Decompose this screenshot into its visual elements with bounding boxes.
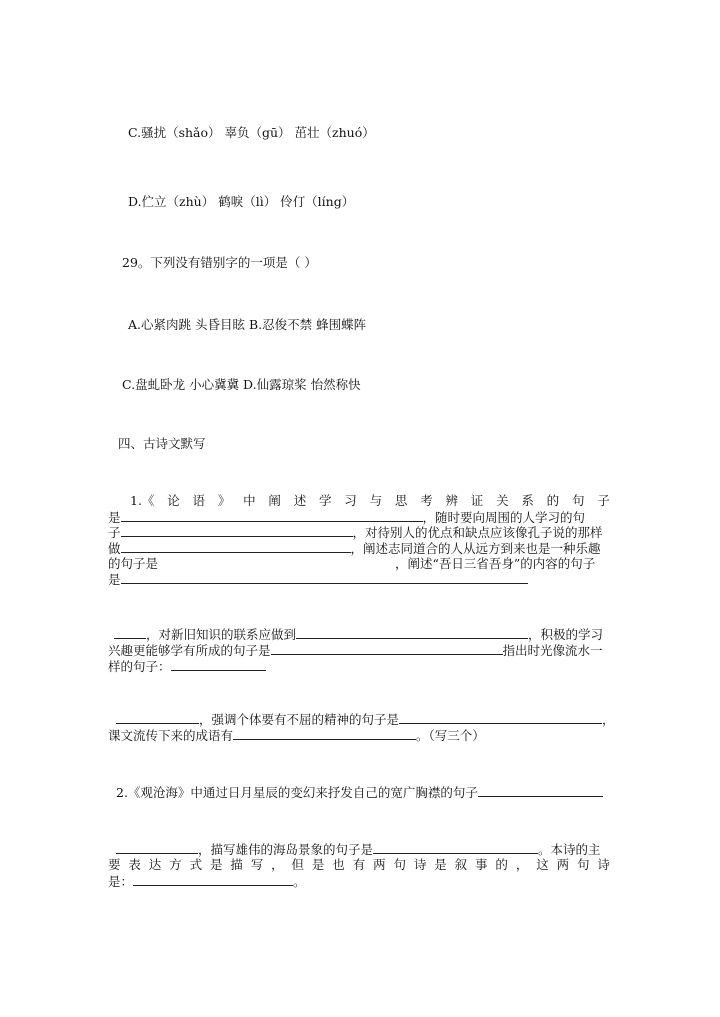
text: ，对待别人的优点和缺点应该像孔子说的那样: [352, 525, 603, 540]
answer-blank[interactable]: [116, 711, 199, 724]
text: 做: [108, 541, 121, 556]
answer-blank[interactable]: [373, 841, 538, 854]
text: 是: [108, 572, 121, 587]
text: ，阐述“吾日三省吾身”的内容的句子: [395, 556, 596, 571]
char: 这: [536, 857, 549, 872]
text: 子: [108, 525, 121, 540]
question-29-options-cd: C.盘虬卧龙 小心冀冀 D.仙露琼桨 怡然称快: [122, 377, 361, 392]
item2-line3: [108, 857, 610, 873]
question-29-stem: 29。下列没有错别字的一项是（ ）: [122, 255, 317, 270]
char: 语: [192, 493, 206, 508]
option-c-28: C.骚扰（shǎo） 辜负（gū） 茁壮（zhuó）: [128, 125, 375, 140]
item1-line10: [116, 711, 615, 728]
answer-blank[interactable]: [121, 524, 353, 537]
item1-line5: [108, 556, 595, 572]
char: 论: [167, 493, 180, 508]
item1-line11: [108, 727, 485, 744]
char: 辨: [445, 493, 458, 508]
text: ，: [602, 712, 615, 727]
text: 是: [108, 510, 121, 525]
item1-line7: [114, 626, 603, 643]
char: 有: [352, 857, 366, 872]
answer-blank[interactable]: [121, 540, 351, 553]
char: 描: [230, 857, 243, 872]
answer-blank[interactable]: [233, 727, 416, 740]
char: 句: [393, 857, 406, 872]
char: 表: [128, 857, 141, 872]
answer-blank[interactable]: [296, 626, 528, 639]
text: 。: [293, 874, 306, 889]
char: 》: [217, 493, 231, 508]
text: 2.《观沧海》中通过日月星辰的变幻来抒发自己的宽广胸襟的句子: [116, 785, 478, 800]
item1-line8: [108, 642, 603, 659]
char: 两: [373, 857, 386, 872]
item1-line3: [108, 524, 603, 541]
char: 也: [332, 857, 345, 872]
char: ，: [515, 857, 529, 872]
answer-blank[interactable]: [399, 711, 602, 724]
char: 述: [293, 493, 307, 508]
text: 。本诗的主: [538, 842, 601, 857]
char: 系: [521, 493, 534, 508]
char: 达: [148, 857, 162, 872]
char: 是: [434, 857, 447, 872]
char: 两: [556, 857, 570, 872]
option-d-28: D.伫立（zhù） 鹤唳（lì） 伶仃（líng）: [128, 194, 355, 209]
answer-blank[interactable]: [114, 626, 146, 639]
char: 诗: [597, 857, 610, 872]
text: 是：: [108, 874, 134, 889]
char: 习: [344, 493, 357, 508]
char: 句: [576, 857, 590, 872]
char: 叙: [454, 857, 468, 872]
char: ，: [271, 857, 284, 872]
char: 是: [311, 857, 325, 872]
text: 课文流传下来的成语有: [108, 728, 234, 743]
answer-blank[interactable]: [121, 509, 423, 522]
text: ，描写雄伟的海岛景象的句子是: [198, 842, 374, 857]
answer-blank[interactable]: [121, 571, 528, 584]
text: 指出时光像流水一: [502, 643, 603, 658]
text: ，积极的学习: [528, 627, 604, 642]
char: 中: [243, 493, 256, 508]
char: 事: [475, 857, 488, 872]
answer-blank[interactable]: [171, 658, 266, 671]
char: 要: [108, 857, 121, 872]
item2-line1: [116, 784, 603, 801]
text: 的句子是: [108, 556, 159, 571]
text: ，强调个体要有不屈的精神的句子是: [199, 712, 400, 727]
text: 样的句子：: [108, 659, 171, 674]
char: 1.《: [130, 493, 155, 508]
item1-line6: [108, 571, 528, 588]
answer-blank[interactable]: [478, 784, 603, 797]
char: 诗: [413, 857, 427, 872]
char: 子: [597, 493, 610, 508]
answer-blank[interactable]: [133, 873, 293, 886]
char: 关: [496, 493, 509, 508]
char: 的: [546, 493, 560, 508]
answer-blank[interactable]: [116, 841, 198, 854]
question-29-options-ab: A.心紧肉跳 头昏目眩 B.忍俊不禁 蜂围蝶阵: [128, 317, 367, 332]
char: 是: [209, 857, 223, 872]
text: 。（写三个）: [416, 728, 485, 743]
char: 思: [394, 493, 408, 508]
item1-line1: [130, 493, 610, 509]
section-title: 四、古诗文默写: [118, 436, 206, 451]
char: 与: [369, 493, 383, 508]
text: ，随时要向周围的人学习的句: [422, 510, 586, 525]
item2-line2: [116, 841, 601, 858]
text: 兴趣更能够学有所成的句子是: [108, 643, 271, 658]
answer-blank[interactable]: [271, 642, 503, 655]
text: ，阐述志同道合的人从远方到来也是一种乐趣: [350, 541, 601, 556]
char: 的: [495, 857, 508, 872]
char: 方: [169, 857, 182, 872]
char: 阐: [268, 493, 281, 508]
char: 式: [189, 857, 203, 872]
char: 写: [250, 857, 264, 872]
item2-line4: [108, 873, 306, 890]
char: 句: [571, 493, 585, 508]
char: 但: [291, 857, 305, 872]
item1-line9: [108, 658, 266, 675]
char: 证: [470, 493, 484, 508]
item1-line4: [108, 540, 601, 557]
text: ，对新旧知识的联系应做到: [146, 627, 297, 642]
char: 学: [319, 493, 332, 508]
char: 考: [420, 493, 433, 508]
